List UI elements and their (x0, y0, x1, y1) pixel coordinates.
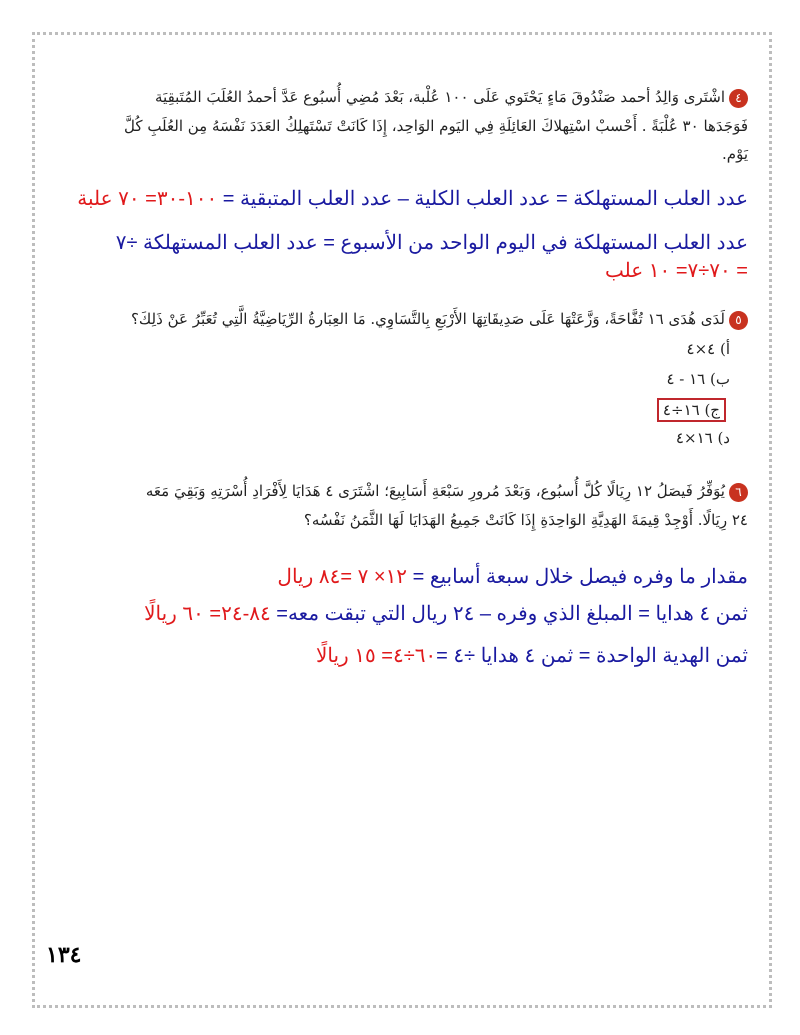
q6-answer-1-text: مقدار ما وفره فيصل خلال سبعة أسابيع = (407, 566, 748, 588)
q5-number-badge: ٥ (729, 311, 748, 330)
q6-line-2: ٢٤ رِيَالًا. أَوْجِدْ قِيمَةَ الهَدِيَّةِ الوَاحِدَةِ إِذَا كَانَتْ جَمِيعُ الهَدَايَا لَهَا الثَّمَنُ نَفْسُه؟ (303, 511, 748, 529)
q6-answer-2 (40, 601, 748, 626)
q4-answer-1-result: ١٠٠-٣٠= ٧٠ علبة (77, 188, 218, 210)
q6-answer-3 (40, 643, 748, 668)
q4-line-1 (40, 88, 748, 108)
q4-answer-2-result: = ٧٠÷٧= ١٠ علب (605, 260, 748, 282)
q6-text-1: يُوَفِّرُ فَيصَلُ ١٢ رِيَالًا كُلَّ أُسبُوع، وَبَعْدَ مُرورِ سَبْعَةِ أَسَابِيعَ؛ اشْتَرَى ٤ هَدَايَا لِأَفْرَادِ أُسْرَتِهِ وَبَقِيَ مَعَه (145, 482, 725, 500)
q4-number-badge: ٤ (729, 89, 748, 108)
q5-text: لَدَى هُدَى ١٦ تُفَّاحَةً، وَزَّعَتْهَا عَلَى صَدِيقَاتِهَا الأَرْبَعِ بِالتَّسَاوِي. مَا العِبَارةُ الرِّيَاضِيَّةُ الَّتِي تُعَبِّرُ عَنْ ذَلِكَ؟ (130, 310, 725, 328)
q6-answer-2-result: ٨٤-٢٤= ٦٠ ريالًا (144, 603, 271, 625)
q4-answer-2: عدد العلب المستهلكة في اليوم الواحد من الأسبوع = عدد العلب المستهلكة ÷٧ (115, 232, 748, 254)
q5-option-d: د) ١٦×٤ (675, 429, 730, 447)
q4-line-3: يَوْم. (722, 145, 748, 163)
selected-answer-box: ج) ١٦÷٤ (657, 398, 726, 422)
q6-answer-3-text: ثمن الهدية الواحدة = ثمن ٤ هدايا ÷٤ = (436, 645, 748, 667)
q4-answer-1 (40, 186, 748, 211)
q6-answer-1-result: ١٢× ٧ =٨٤ ريال (277, 566, 408, 588)
q6-answer-2-text: ثمن ٤ هدايا = المبلغ الذي وفره – ٢٤ ريال التي تبقت معه= (270, 603, 748, 625)
q5-option-c-selected (40, 398, 726, 422)
q6-answer-3-result: ٦٠÷٤= ١٥ ريالًا (315, 645, 437, 667)
q5-option-b: ب) ١٦ - ٤ (666, 370, 730, 388)
page-number: ١٣٤ (46, 942, 82, 967)
q5-question (40, 310, 748, 330)
q6-answer-1 (40, 564, 748, 589)
q5-option-a: أ) ٤×٤ (686, 340, 730, 358)
q6-line-1 (40, 482, 748, 502)
q6-number-badge: ٦ (729, 483, 748, 502)
q4-line-2: فَوَجَدَها ٣٠ عُلْبَةً . أَحْسبْ اسْتِهلاكَ العَائِلَةِ فِي اليَوم الوَاحِد، إِذَا كَانَتْ تَسْتَهلِكُ العَدَدَ نَفْسَهُ مِن العُلَبِ كُلَّ (124, 117, 748, 135)
q4-text-1: اشْتَرى وَالِدُ أحمد صَنْدُوقَ مَاءٍ يَحْتَوي عَلَى ١٠٠ عُلْبة، بَعْدَ مُضِي أُسبُوع عَدَّ أحمدُ العُلَبَ المُتَبقِيَة (155, 88, 725, 106)
q4-answer-1-text: عدد العلب المستهلكة = عدد العلب الكلية – عدد العلب المتبقية = (217, 188, 748, 210)
